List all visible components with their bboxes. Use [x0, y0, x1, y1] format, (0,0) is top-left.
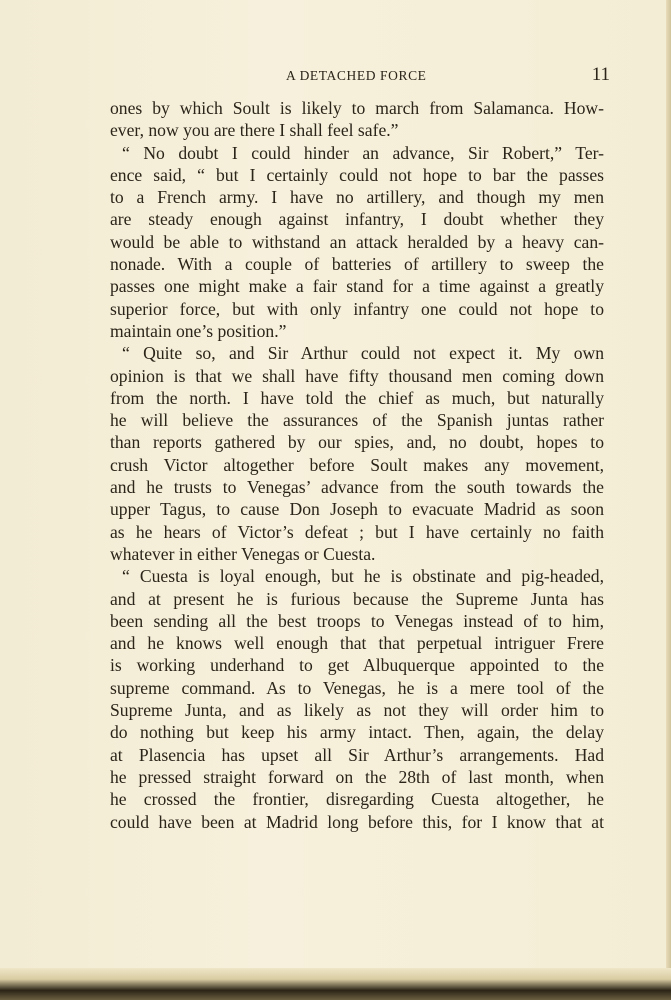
text-line: passes one might make a fair stand for a time against a greatly	[110, 276, 604, 297]
text-line: ones by which Soult is likely to march from Salamanca. How-	[110, 98, 604, 118]
text-line: are steady enough against infantry, I doubt whether they	[110, 209, 604, 230]
text-line: he pressed straight forward on the 28th of last month, when	[110, 766, 604, 787]
body-text	[110, 97, 604, 833]
text-line: opinion is that we shall have fifty thousand men coming down	[110, 365, 604, 386]
page-edge	[666, 0, 671, 1000]
text-line: could have been at Madrid long before this, for I know that at	[110, 811, 604, 832]
text-line: Supreme Junta, and as likely as not they will order him to	[110, 700, 604, 721]
text-line: maintain one’s position.”	[110, 320, 287, 341]
text-line: nonade. With a couple of batteries of artillery to sweep the	[110, 254, 604, 275]
text-line: as he hears of Victor’s defeat ; but I have certainly no faith	[110, 521, 604, 542]
text-line: supreme command. As to Venegas, he is a mere tool of the	[110, 677, 604, 698]
text-line: at Plasencia has upset all Sir Arthur’s arrangements. Had	[110, 744, 604, 765]
scan-bottom-edge	[0, 968, 671, 1000]
text-line: ence said, “ but I certainly could not hope to bar the passes	[110, 164, 604, 185]
text-line: ever, now you are there I shall feel safe.”	[110, 120, 399, 141]
text-line: superior force, but with only infantry one could not hope to	[110, 298, 604, 319]
text-line: to a French army. I have no artillery, and though my men	[110, 187, 604, 208]
text-line: from the north. I have told the chief as much, but naturally	[110, 387, 604, 408]
text-line: and he knows well enough that that perpetual intriguer Frere	[110, 633, 604, 654]
text-line: and he trusts to Venegas’ advance from the south towards the	[110, 477, 604, 498]
text-line: crush Victor altogether before Soult makes any movement,	[110, 454, 604, 475]
text-line: “ Quite so, and Sir Arthur could not expect it. My own	[122, 343, 604, 364]
page-number: 11	[591, 64, 610, 85]
text-line: he crossed the frontier, disregarding Cuesta altogether, he	[110, 789, 604, 810]
text-line: do nothing but keep his army intact. Then, again, the delay	[110, 722, 604, 743]
text-line: “ No doubt I could hinder an advance, Sir Robert,” Ter-	[122, 142, 604, 163]
text-line: would be able to withstand an attack heralded by a heavy can-	[110, 231, 604, 252]
chapter-title: A DETACHED FORCE	[286, 68, 427, 83]
text-line: “ Cuesta is loyal enough, but he is obstinate and pig-headed,	[122, 566, 604, 587]
text-line: is working underhand to get Albuquerque appointed to the	[110, 655, 604, 676]
text-line: and at present he is furious because the Supreme Junta has	[110, 588, 604, 609]
text-line: than reports gathered by our spies, and, no doubt, hopes to	[110, 432, 604, 453]
text-line: upper Tagus, to cause Don Joseph to evacuate Madrid as soon	[110, 499, 604, 520]
text-line: whatever in either Venegas or Cuesta.	[110, 543, 376, 564]
text-line: he will believe the assurances of the Spanish juntas rather	[110, 410, 604, 431]
text-line: been sending all the best troops to Venegas instead of to him,	[110, 610, 604, 631]
running-head	[110, 64, 610, 88]
